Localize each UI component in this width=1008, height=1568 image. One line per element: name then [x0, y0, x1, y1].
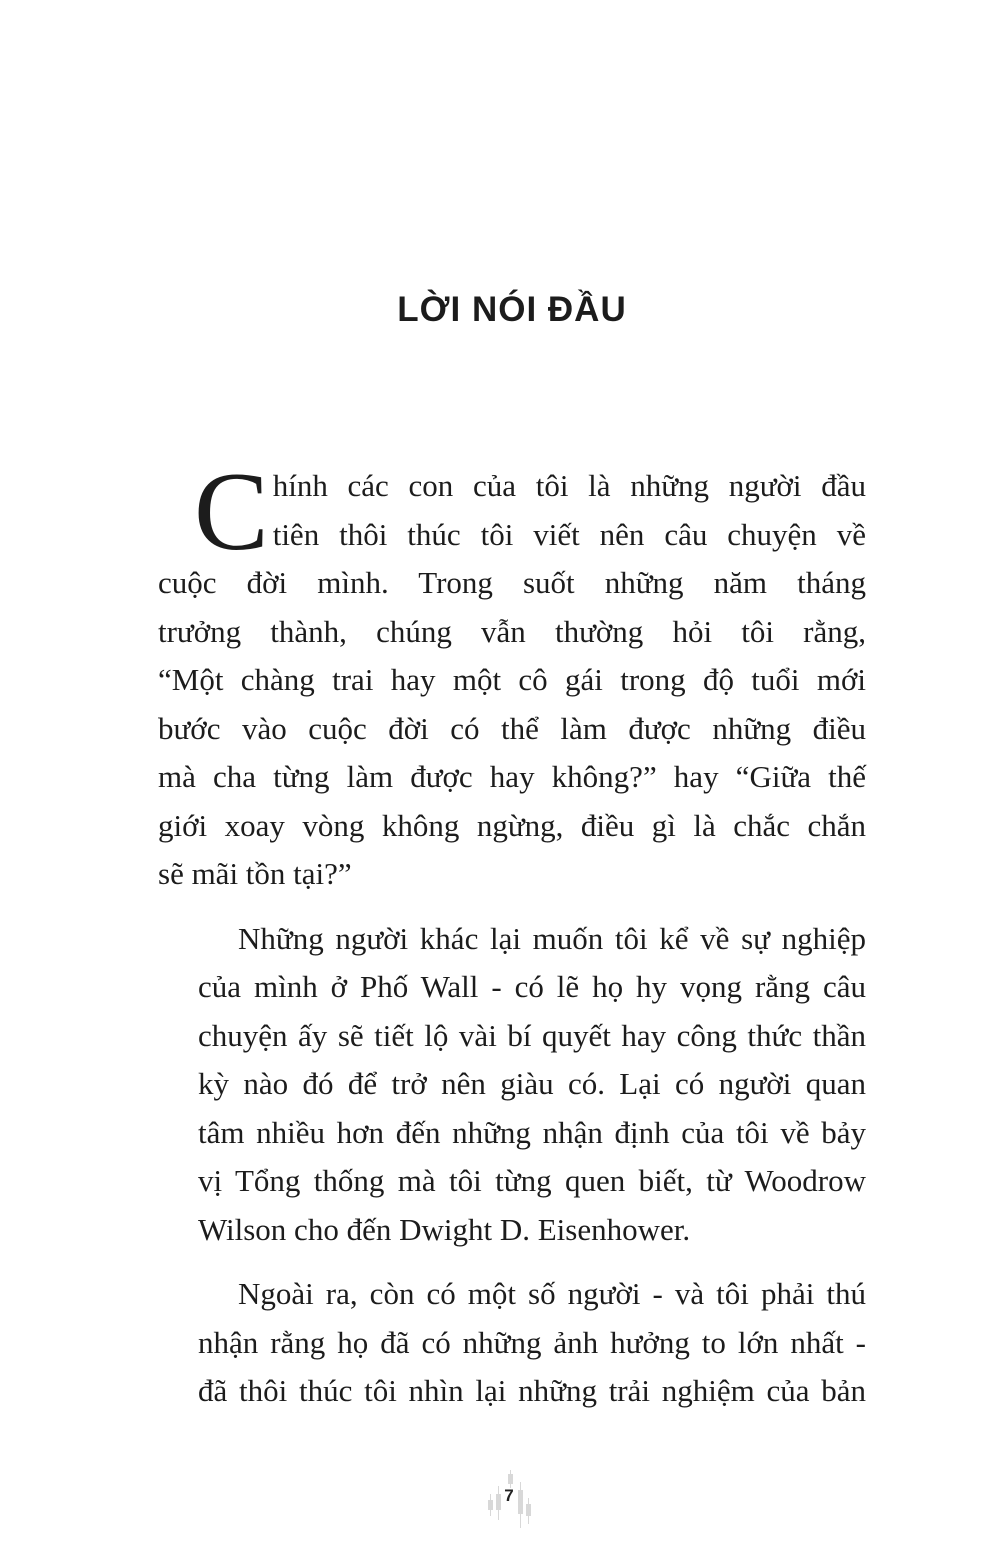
paragraph-1 [158, 450, 866, 899]
text-line: giới xoay vòng không ngừng, điều gì là chắc chắn [158, 807, 866, 843]
drop-cap: C [194, 450, 269, 574]
page-footer [484, 1468, 534, 1530]
text-line: của mình ở Phố Wall - có lẽ họ hy vọng rằng câu [198, 969, 866, 1004]
text-line: bước vào cuộc đời có thể làm được những điều [158, 710, 866, 746]
paragraph-2 [158, 915, 866, 1255]
text-line: vị Tổng thống mà tôi từng quen biết, từ Woodrow [198, 1163, 866, 1198]
text-line: “Một chàng trai hay một cô gái trong độ tuổi mới [158, 662, 866, 697]
paragraph-3 [158, 1270, 866, 1416]
text-line: chuyện ấy sẽ tiết lộ vài bí quyết hay công thức thần [198, 1017, 866, 1053]
text-line: sẽ mãi tồn tại?” [158, 856, 352, 891]
text-line: đã thôi thúc tôi nhìn lại những trải nghiệm của bản [198, 1373, 866, 1408]
text-line: Wilson cho đến Dwight D. Eisenhower. [198, 1211, 691, 1247]
text-line: trưởng thành, chúng vẫn thường hỏi tôi rằng, [158, 613, 866, 649]
text-line: Những người khác lại muốn tôi kể về sự nghiệp [238, 920, 866, 956]
text-line: tâm nhiều hơn đến những nhận định của tôi về bảy [198, 1114, 866, 1150]
text-line: hính các con của tôi là những người đầu [272, 468, 866, 503]
body-text [158, 450, 866, 1432]
text-line: kỳ nào đó để trở nên giàu có. Lại có người quan [198, 1066, 866, 1101]
text-line: tiên thôi thúc tôi viết nên câu chuyện về [272, 516, 866, 552]
chapter-title: LỜI NÓI ĐẦU [397, 290, 627, 329]
text-line: nhận rằng họ đã có những ảnh hưởng to lớn nhất - [198, 1324, 866, 1360]
text-line: mà cha từng làm được hay không?” hay “Giữa thế [158, 759, 866, 794]
text-line: cuộc đời mình. Trong suốt những năm tháng [158, 565, 866, 600]
page-number: 7 [504, 1486, 514, 1505]
text-line: Ngoài ra, còn có một số người - và tôi phải thú [238, 1276, 866, 1311]
